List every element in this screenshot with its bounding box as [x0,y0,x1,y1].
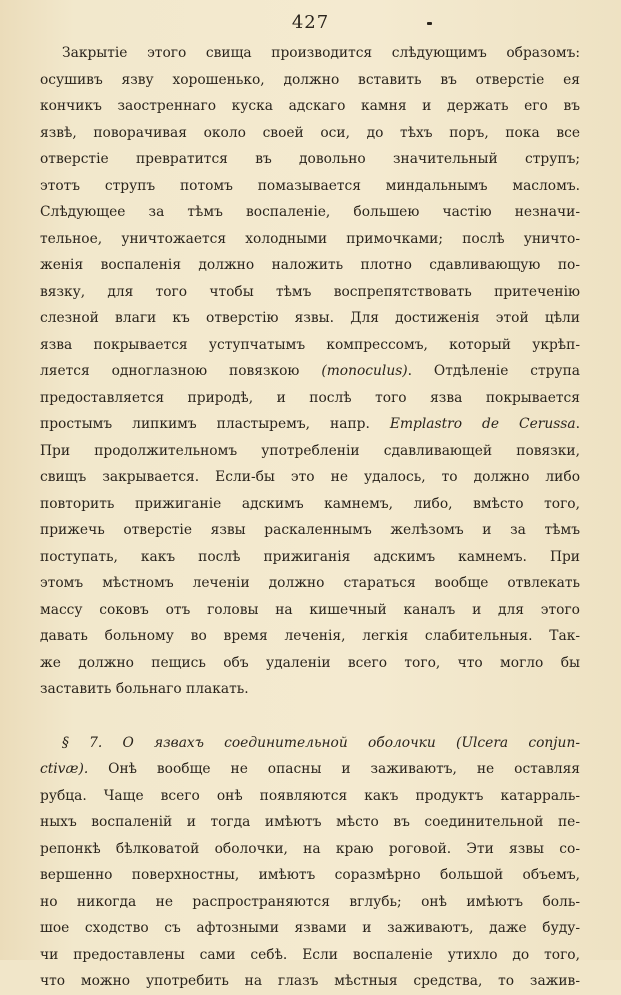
latin-term: Emplastro de Cerussa [389,416,576,432]
paragraph-gap [40,703,580,730]
text-line: чи предоставлены сами себѣ. Если воспаленіе утихло до того, [40,946,580,963]
text-line: этотъ струпъ потомъ помазывается миндальнымъ масломъ. [40,177,580,194]
text-line: но никогда не распространяются вглубь; онѣ имѣютъ боль- [40,893,580,910]
body-text [40,40,580,995]
ink-mark [427,22,432,25]
text-line: репонкѣ бѣлковатой оболочки, на краю роговой. Эти язвы со- [40,840,580,857]
section-heading-cont: ctivæ). [40,761,89,777]
text-line: вязку, для того чтобы тѣмъ воспрепятствовать притеченію [40,283,580,300]
text-line: заставить больнаго плакать. [40,681,249,697]
text-line: поступать, какъ послѣ прижиганія адскимъ камнемъ. При [40,548,580,565]
text-span: . [575,416,580,432]
text-line: При продолжительномъ употребленіи сдавливающей повязки, [40,442,580,459]
text-line: язвѣ, поворачивая около своей оси, до тѣхъ поръ, пока все [40,124,580,141]
text-span: . Отдѣленіе струпа [407,363,580,379]
text-line: что можно употребить на глазъ мѣстныя средства, то зажив- [40,973,580,989]
text-span: ляется одноглазною повязкою [40,363,322,379]
text-span: простымъ липкимъ пластыремъ, напр. [40,416,390,432]
text-line: слезной влаги къ отверстію язвы. Для достиженія этой цѣли [40,310,580,326]
text-line: тельное, уничтожается холодными примочками; послѣ уничто- [40,230,580,247]
text-span: Онѣ вообще не опасны и заживаютъ, не оставляя [88,761,580,777]
text-line [40,358,580,385]
text-line: Закрытіе этого свища производится слѣдующимъ образомъ: [62,45,580,61]
text-line [40,411,580,438]
text-line: осушивъ язву хорошенько, должно вставить въ отверстіе ея [40,71,580,88]
text-line: прижечь отверстіе язвы раскаленнымъ желѣзомъ и за тѣмъ [40,522,580,538]
text-line: же должно пещись объ удаленіи всего того, что могло бы [40,654,580,671]
text-line: свищъ закрывается. Если-бы это не удалось, то должно либо [40,469,580,485]
text-line: давать больному во время леченія, легкія слабительныя. Так- [40,628,580,644]
text-line: предоставляется природѣ, и послѣ того язва покрывается [40,389,580,406]
page-number: 427 [291,12,330,33]
section-heading: § 7. О язвахъ соединительной оболочки (Ulcera conjun- [62,734,580,751]
text-line: вершенно поверхностны, имѣютъ соразмѣрно большой объемъ, [40,867,580,883]
text-line: женія воспаленія должно наложить плотно сдавливающую по- [40,257,580,273]
text-line: рубца. Чаще всего онѣ появляются какъ продуктъ катарраль- [40,787,580,804]
text-line: шое сходство съ афтозными язвами и заживаютъ, даже буду- [40,920,580,936]
text-line: массу соковъ отъ головы на кишечный каналъ и для этого [40,601,580,618]
text-line: Слѣдующее за тѣмъ воспаленіе, большею частію незначи- [40,204,580,220]
text-line: ныхъ воспаленій и тогда имѣютъ мѣсто въ соединительной пе- [40,814,580,830]
text-line: кончикъ заостреннаго куска адскаго камня и держать его въ [40,98,580,114]
text-line: этомъ мѣстномъ леченіи должно стараться вообще отвлекать [40,575,580,591]
text-line: язва покрывается уступчатымъ компрессомъ, который укрѣп- [40,336,580,353]
text-line [40,756,580,783]
latin-term: (monoculus) [321,363,408,379]
text-line: отверстіе превратится въ довольно значительный струпъ; [40,151,580,167]
text-line: повторить прижиганіе адскимъ камнемъ, либо, вмѣсто того, [40,495,580,512]
